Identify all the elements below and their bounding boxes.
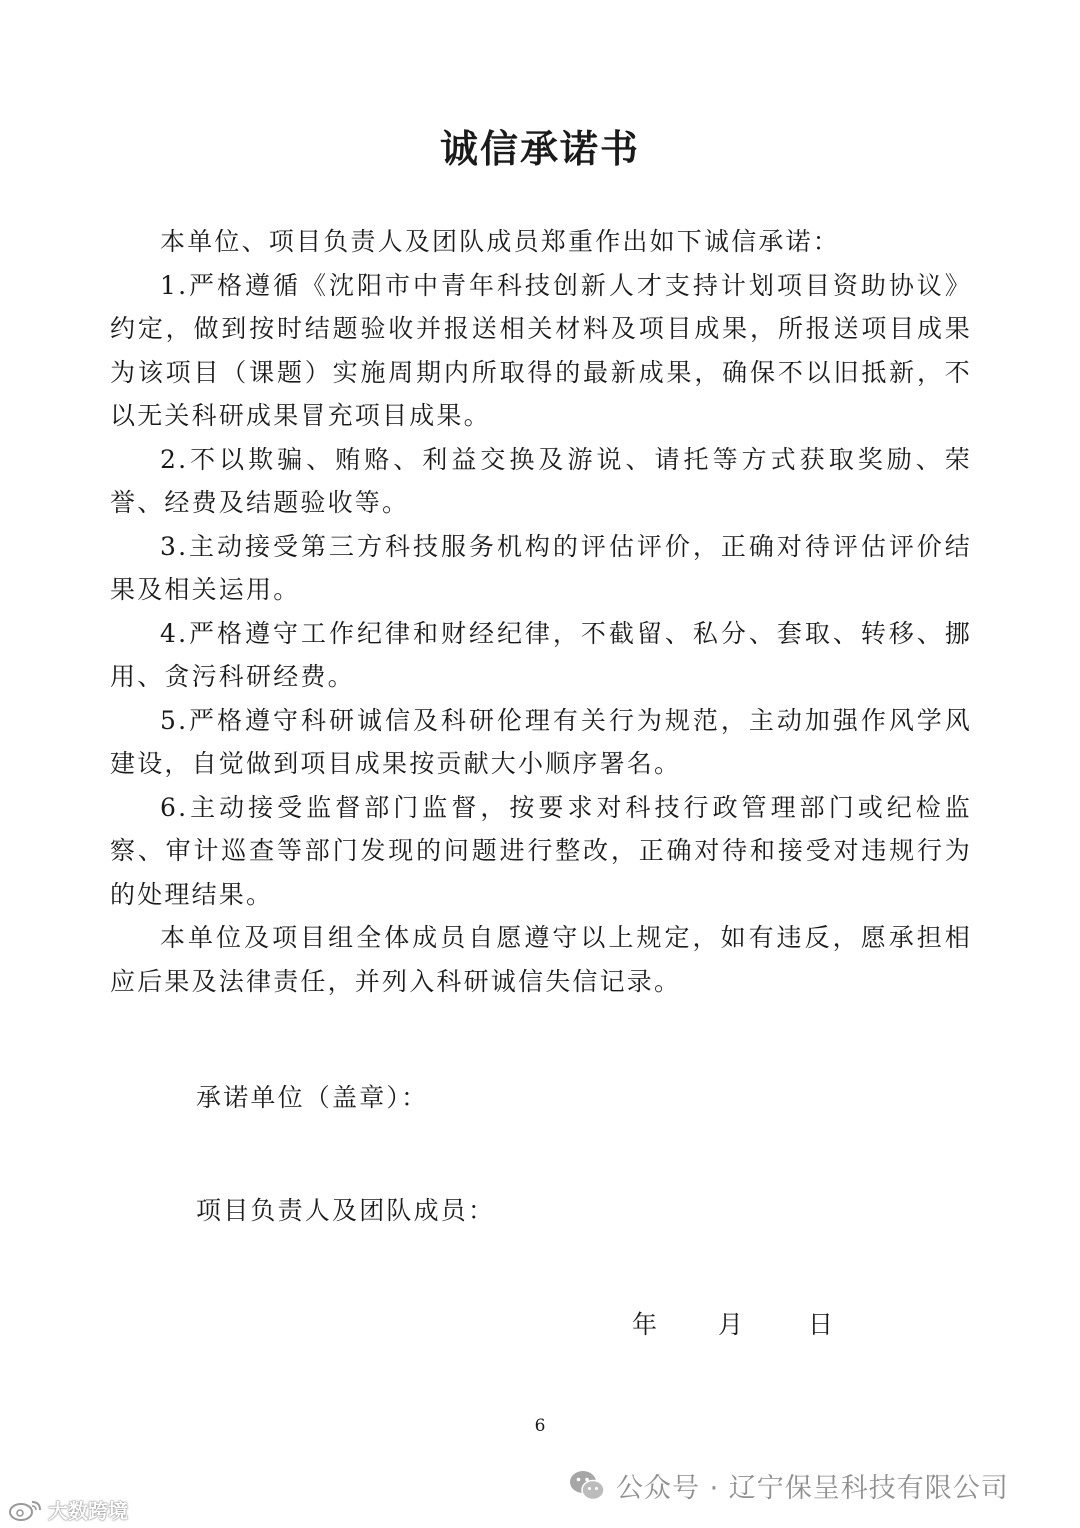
commitment-item-4: 4.严格遵守工作纪律和财经纪律，不截留、私分、套取、转移、挪用、贪污科研经费。 bbox=[110, 618, 972, 691]
intro-paragraph: 本单位、项目负责人及团队成员郑重作出如下诚信承诺： bbox=[160, 227, 841, 256]
page-number: 6 bbox=[534, 1416, 546, 1436]
commitment-item-1: 1.严格遵循《沈阳市中青年科技创新人才支持计划项目资助协议》约定，做到按时结题验收并报送相关材料及项目成果，所报送项目成果为该项目（课题）实施周期内所取得的最新成果，确保不以旧抵新，不以无关科研成果冒充项目成果。 bbox=[110, 270, 972, 430]
weibo-watermark bbox=[8, 1495, 128, 1524]
wechat-icon bbox=[568, 1469, 606, 1503]
date-year: 年 bbox=[632, 1310, 658, 1339]
date-month: 月 bbox=[718, 1310, 744, 1339]
commitment-item-5: 5.严格遵守科研诚信及科研伦理有关行为规范，主动加强作风学风建设，自觉做到项目成果按贡献大小顺序署名。 bbox=[110, 705, 972, 778]
weibo-watermark-text: 大数跨境 bbox=[48, 1499, 128, 1523]
page-title: 诚信承诺书 bbox=[439, 127, 640, 171]
commitment-body bbox=[110, 220, 972, 1003]
closing-paragraph: 本单位及项目组全体成员自愿遵守以上规定，如有违反，愿承担相应后果及法律责任，并列入科研诚信失信记录。 bbox=[110, 923, 972, 996]
sign-unit-label: 承诺单位（盖章）： bbox=[196, 1083, 429, 1112]
date-day: 日 bbox=[808, 1310, 834, 1339]
commitment-item-3: 3.主动接受第三方科技服务机构的评估评价，正确对待评估评价结果及相关运用。 bbox=[110, 531, 972, 604]
commitment-item-6: 6.主动接受监督部门监督，按要求对科技行政管理部门或纪检监察、审计巡查等部门发现的问题进行整改，正确对待和接受对违规行为的处理结果。 bbox=[110, 792, 972, 909]
wechat-watermark-text: 公众号 · 辽宁保呈科技有限公司 bbox=[616, 1473, 1009, 1504]
sign-members-label: 项目负责人及团队成员： bbox=[196, 1196, 496, 1225]
weibo-icon bbox=[8, 1498, 44, 1522]
commitment-item-2: 2.不以欺骗、贿赂、利益交换及游说、请托等方式获取奖励、荣誉、经费及结题验收等。 bbox=[110, 444, 972, 517]
wechat-watermark bbox=[568, 1466, 1009, 1505]
